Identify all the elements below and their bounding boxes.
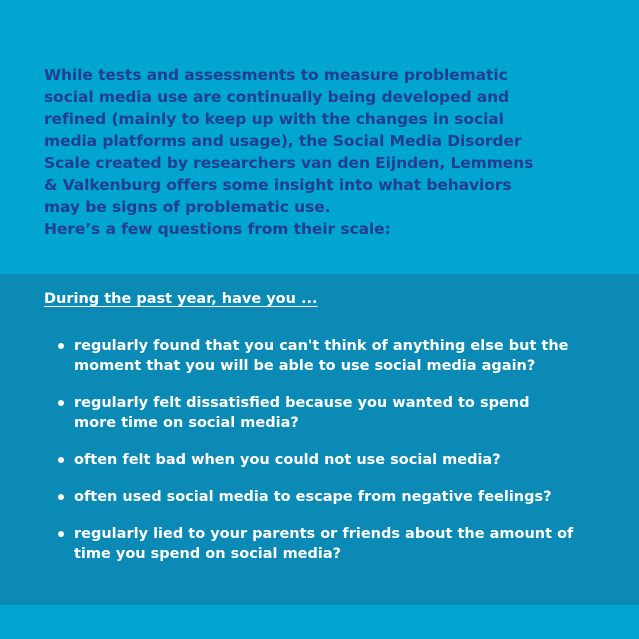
question-item — [58, 393, 598, 433]
bottom-band — [0, 605, 639, 639]
intro-line: Here’s a few questions from their scale: — [44, 220, 391, 238]
questions-heading: During the past year, have you ... — [44, 291, 318, 307]
question-item — [58, 336, 598, 376]
question-item — [58, 487, 598, 507]
question-line: regularly lied to your parents or friends about the amount of — [74, 526, 574, 542]
intro-line: Scale created by researchers van den Eijnden, Lemmens — [44, 154, 534, 172]
intro-line: & Valkenburg offers some insight into what behaviors — [44, 176, 512, 194]
question-line: regularly found that you can't think of anything else but the — [74, 338, 569, 354]
question-line: more time on social media? — [74, 415, 299, 431]
intro-paragraph — [44, 64, 604, 240]
question-line: often felt bad when you could not use social media? — [74, 452, 501, 468]
questions-list — [58, 336, 598, 581]
intro-line: refined (mainly to keep up with the changes in social — [44, 110, 504, 128]
question-line: often used social media to escape from negative feelings? — [74, 489, 552, 505]
intro-line: social media use are continually being developed and — [44, 88, 510, 106]
intro-line: While tests and assessments to measure problematic — [44, 66, 508, 84]
question-item — [58, 524, 598, 564]
question-line: time you spend on social media? — [74, 546, 342, 562]
questions-panel — [0, 274, 639, 605]
question-line: moment that you will be able to use social media again? — [74, 358, 536, 374]
question-line: regularly felt dissatisfied because you wanted to spend — [74, 395, 530, 411]
intro-line: may be signs of problematic use. — [44, 198, 331, 216]
intro-line: media platforms and usage), the Social Media Disorder — [44, 132, 522, 150]
intro-section — [0, 0, 639, 274]
question-item — [58, 450, 598, 470]
